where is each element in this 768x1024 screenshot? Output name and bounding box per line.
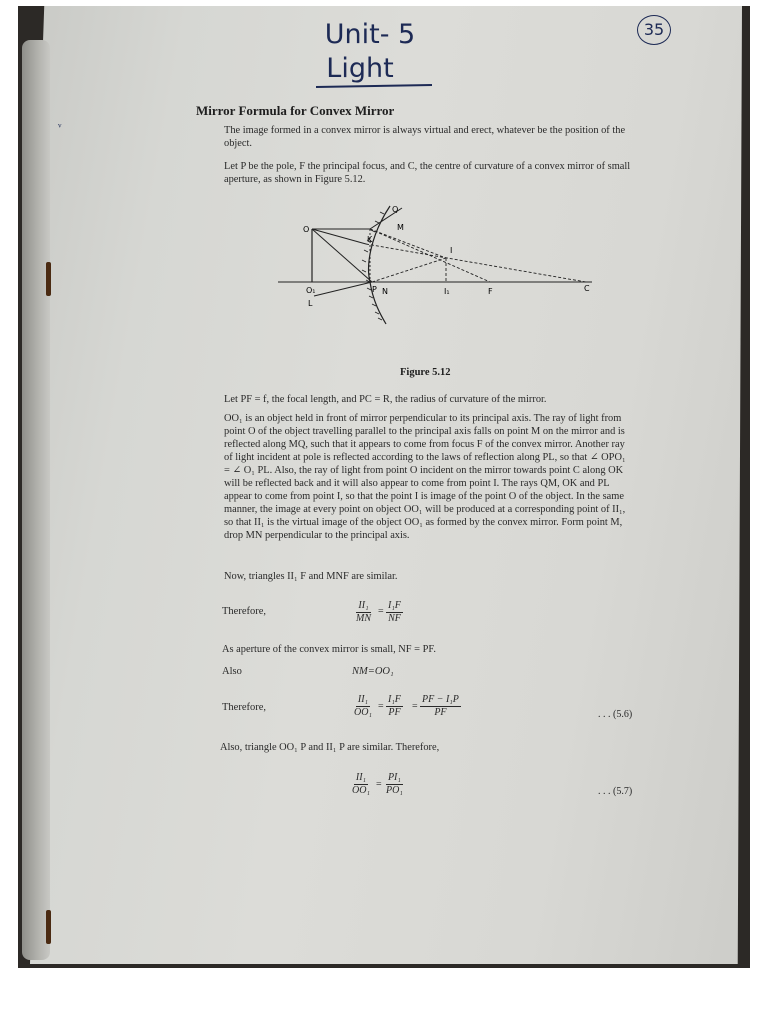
paragraph-7: Also, triangle OO₁ P and II₁ P are similar. Therefore, bbox=[220, 742, 440, 753]
equation-number-5-7: . . . (5.7) bbox=[598, 786, 633, 797]
figure-caption: Figure 5.12 bbox=[400, 367, 451, 378]
numerator: I₁F bbox=[388, 694, 401, 705]
label-q: Q bbox=[392, 205, 399, 214]
paragraph-5: Now, triangles II₁ F and MNF are similar. bbox=[224, 571, 398, 582]
label-o: O bbox=[303, 225, 310, 234]
label-p: P bbox=[372, 285, 377, 294]
virtual-ray-from-m bbox=[370, 229, 446, 258]
virtual-ray-from-p bbox=[372, 258, 446, 282]
label-i1: I₁ bbox=[444, 287, 450, 296]
paragraph-2: Let P be the pole, F the principal focus, and C, the centre of curvature of a convex mirror of small aperture, as shown in Figure 5.12. bbox=[224, 161, 631, 185]
paragraph-4: OO₁ is an object held in front of mirror perpendicular to its principal axis. The ray of light from point O of the object travelling parallel to the principal axis falls on point M on the mirror and is reflected along MQ, such that it appears to come from focus F of the convex mirror. Another ray of light incident at pole is reflected according to the laws of reflection along PL, so that ∠ OPO₁ = ∠ O₁ PL. Also, the ray of light from point O incident on the mirror towards point C along OK will be reflected back and it will also appear to come from point I. The rays QM, OK and PL appear to come from point I, so that the point I is image of the point O of the object. In the same manner, the image at every point on object OO₁ will be produced at a corresponding point of II₁, so that II₁ is the virtual image of the object OO₁ as formed by the convex mirror. Form point M, drop MN perpendicular to the principal axis. bbox=[224, 413, 626, 541]
mirror-hatching bbox=[362, 212, 384, 320]
fraction-pf-minus-i1p bbox=[420, 694, 461, 719]
denominator: PO₁ bbox=[386, 785, 403, 796]
handwritten-title bbox=[290, 18, 450, 86]
numerator: II₁ bbox=[357, 694, 369, 705]
numerator: I₁F bbox=[388, 600, 401, 611]
equals-sign: = bbox=[412, 701, 418, 712]
fraction-pi1-po1 bbox=[384, 772, 405, 797]
convex-mirror-diagram bbox=[270, 196, 600, 336]
punch-hole bbox=[46, 262, 51, 296]
denominator: PF bbox=[388, 707, 401, 718]
paragraph-3: Let PF = f, the focal length, and PC = R, the radius of curvature of the mirror. bbox=[224, 394, 547, 405]
reflected-ray-pl bbox=[314, 282, 372, 296]
handwritten-topic: Light bbox=[326, 53, 394, 84]
equation-number-5-6: . . . (5.6) bbox=[598, 709, 633, 720]
label-n: N bbox=[382, 287, 388, 296]
label-l: L bbox=[308, 299, 313, 308]
denominator: NF bbox=[388, 613, 401, 624]
punch-hole bbox=[46, 910, 51, 944]
pen-mark: ᵛ bbox=[58, 120, 62, 134]
fraction-ii1-oo1-b bbox=[350, 772, 372, 797]
numerator: II₁ bbox=[355, 772, 367, 783]
label-m: M bbox=[397, 223, 404, 232]
fraction-i1f-pf bbox=[386, 694, 403, 719]
therefore-label-2: Therefore, bbox=[222, 702, 267, 713]
label-o1: O₁ bbox=[306, 286, 316, 295]
fraction-ii1-mn bbox=[354, 600, 373, 625]
equals-sign: = bbox=[378, 606, 384, 617]
also-label: Also bbox=[222, 666, 242, 677]
denominator: MN bbox=[356, 613, 371, 624]
convex-mirror-surface bbox=[369, 206, 390, 324]
numerator: PI₁ bbox=[387, 772, 401, 783]
handwritten-unit: Unit- 5 bbox=[324, 19, 416, 50]
denominator: PF bbox=[434, 707, 447, 718]
page-binding bbox=[22, 40, 50, 960]
equals-sign: = bbox=[378, 701, 384, 712]
page-number-circle: 35 bbox=[637, 15, 671, 45]
label-k: K bbox=[367, 235, 373, 244]
equation-nm-oo1: NM=OO₁ bbox=[352, 666, 394, 677]
equals-sign: = bbox=[376, 779, 382, 790]
fraction-ii1-oo1 bbox=[352, 694, 374, 719]
fraction-i1f-nf bbox=[386, 600, 403, 625]
label-c: C bbox=[584, 284, 590, 293]
numerator: II₁ bbox=[358, 600, 369, 611]
label-f: F bbox=[488, 287, 493, 296]
numerator: PF − I₁P bbox=[422, 694, 459, 705]
denominator: OO₁ bbox=[354, 707, 372, 718]
denominator: OO₁ bbox=[352, 785, 370, 796]
label-i: I bbox=[450, 246, 453, 255]
paragraph-1: The image formed in a convex mirror is always virtual and erect, whatever be the position of the object. bbox=[224, 125, 626, 149]
section-title: Mirror Formula for Convex Mirror bbox=[196, 103, 395, 118]
paragraph-6: As aperture of the convex mirror is small, NF = PF. bbox=[222, 644, 436, 655]
therefore-label-1: Therefore, bbox=[222, 606, 267, 617]
